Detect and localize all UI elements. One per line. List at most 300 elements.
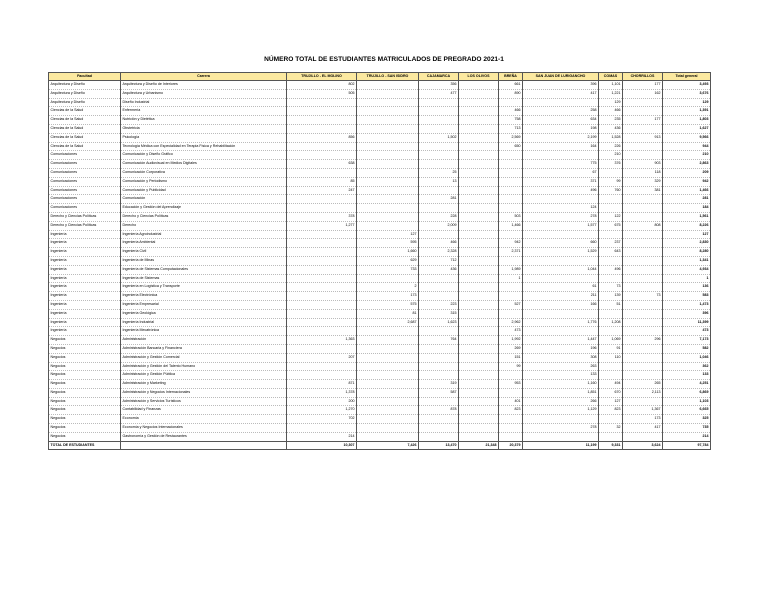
career-cell: Derecho xyxy=(121,221,287,230)
value-cell xyxy=(623,397,663,406)
value-cell xyxy=(287,124,357,133)
career-cell: Administración Bancaria y Financiera xyxy=(121,344,287,353)
value-cell: 32 xyxy=(599,424,623,433)
value-cell: 595 xyxy=(357,239,419,248)
value-cell: 378 xyxy=(287,212,357,221)
footer-total-cell: 7,426 xyxy=(357,441,419,450)
value-cell: 629 xyxy=(357,256,419,265)
table-header-row xyxy=(49,73,711,81)
value-cell: 81 xyxy=(357,309,419,318)
value-cell xyxy=(623,300,663,309)
value-cell xyxy=(287,283,357,292)
value-cell xyxy=(419,116,459,125)
value-cell: 228 xyxy=(419,212,459,221)
value-cell: 1,660 xyxy=(357,248,419,257)
value-cell: 1,208 xyxy=(599,318,623,327)
value-cell: 2,199 xyxy=(523,133,599,142)
value-cell xyxy=(357,371,419,380)
value-cell xyxy=(459,318,499,327)
value-cell xyxy=(499,230,523,239)
career-cell: Ingeniería Ambiental xyxy=(121,239,287,248)
value-cell xyxy=(287,265,357,274)
value-cell xyxy=(287,98,357,107)
career-cell: Administración y Gestión Comercial xyxy=(121,353,287,362)
value-cell: 823 xyxy=(499,406,523,415)
column-header: TRUJILLO - EL MOLINO xyxy=(287,73,357,81)
table-row xyxy=(49,89,711,98)
table-row xyxy=(49,318,711,327)
faculty-cell: Derecho y Ciencias Políticas xyxy=(49,212,121,221)
value-cell xyxy=(459,212,499,221)
value-cell xyxy=(523,195,599,204)
table-row xyxy=(49,362,711,371)
value-cell xyxy=(287,327,357,336)
faculty-cell: Comunicaciones xyxy=(49,186,121,195)
faculty-cell: Ciencias de la Salud xyxy=(49,133,121,142)
table-row xyxy=(49,380,711,389)
value-cell: 466 xyxy=(419,239,459,248)
value-cell: 758 xyxy=(499,116,523,125)
column-header: SAN JUAN DE LURIGANCHO xyxy=(523,73,599,81)
faculty-cell: Arquitectura y Diseño xyxy=(49,89,121,98)
total-cell: 473 xyxy=(663,327,711,336)
value-cell xyxy=(357,133,419,142)
value-cell xyxy=(459,177,499,186)
value-cell: 371 xyxy=(523,177,599,186)
value-cell: 417 xyxy=(623,424,663,433)
value-cell: 2,113 xyxy=(623,388,663,397)
faculty-cell: Ingeniería xyxy=(49,327,121,336)
value-cell xyxy=(459,256,499,265)
total-cell: 1,803 xyxy=(663,116,711,125)
value-cell: 278 xyxy=(523,424,599,433)
value-cell xyxy=(287,230,357,239)
value-cell xyxy=(419,124,459,133)
value-cell: 775 xyxy=(523,160,599,169)
value-cell xyxy=(623,353,663,362)
value-cell xyxy=(459,344,499,353)
career-cell: Ingeniería Industrial xyxy=(121,318,287,327)
table-row xyxy=(49,353,711,362)
value-cell xyxy=(419,107,459,116)
value-cell: 265 xyxy=(623,380,663,389)
value-cell xyxy=(599,274,623,283)
value-cell: 73 xyxy=(623,292,663,301)
footer-total-cell: 10,307 xyxy=(287,441,357,450)
total-cell: 1,466 xyxy=(663,186,711,195)
faculty-cell: Ingeniería xyxy=(49,318,121,327)
value-cell xyxy=(357,397,419,406)
value-cell: 2,569 xyxy=(499,133,523,142)
value-cell xyxy=(419,283,459,292)
value-cell: 2 xyxy=(357,283,419,292)
value-cell xyxy=(459,230,499,239)
value-cell xyxy=(459,151,499,160)
value-cell xyxy=(523,415,599,424)
value-cell: 162 xyxy=(623,89,663,98)
value-cell xyxy=(419,160,459,169)
column-header: CHORRILLOS xyxy=(623,73,663,81)
value-cell xyxy=(499,204,523,213)
value-cell: 61 xyxy=(523,283,599,292)
value-cell xyxy=(499,256,523,265)
value-cell: 903 xyxy=(623,160,663,169)
value-cell: 1,069 xyxy=(599,336,623,345)
value-cell xyxy=(357,204,419,213)
faculty-cell: Arquitectura y Diseño xyxy=(49,98,121,107)
faculty-cell: Ingeniería xyxy=(49,256,121,265)
total-cell: 9,566 xyxy=(663,133,711,142)
value-cell: 477 xyxy=(419,89,459,98)
faculty-cell: Comunicaciones xyxy=(49,151,121,160)
career-cell: Ingeniería de Sistemas Computacionales xyxy=(121,265,287,274)
value-cell: 466 xyxy=(599,107,623,116)
value-cell xyxy=(499,168,523,177)
career-cell: Ingeniería Electrónica xyxy=(121,292,287,301)
career-cell: Comunicación Corporativa xyxy=(121,168,287,177)
value-cell xyxy=(287,107,357,116)
value-cell xyxy=(523,309,599,318)
career-cell: Diseño Industrial xyxy=(121,98,287,107)
table-row xyxy=(49,133,711,142)
table-row xyxy=(49,292,711,301)
value-cell xyxy=(599,371,623,380)
table-row xyxy=(49,274,711,283)
value-cell xyxy=(357,177,419,186)
value-cell xyxy=(499,432,523,441)
career-cell: Ingeniería en Logística y Transporte xyxy=(121,283,287,292)
total-cell: 127 xyxy=(663,230,711,239)
value-cell xyxy=(287,371,357,380)
faculty-cell: Comunicaciones xyxy=(49,168,121,177)
value-cell: 2,687 xyxy=(357,318,419,327)
career-cell: Derecho y Ciencias Políticas xyxy=(121,212,287,221)
career-cell: Tecnología Médica con Especialidad en Terapia Física y Rehabilitación xyxy=(121,142,287,151)
value-cell xyxy=(459,160,499,169)
value-cell xyxy=(287,309,357,318)
value-cell: 802 xyxy=(287,81,357,90)
value-cell: 1,577 xyxy=(523,221,599,230)
faculty-cell: Ingeniería xyxy=(49,283,121,292)
value-cell: 953 xyxy=(499,380,523,389)
value-cell xyxy=(623,230,663,239)
value-cell xyxy=(523,256,599,265)
value-cell xyxy=(459,124,499,133)
value-cell xyxy=(523,98,599,107)
value-cell xyxy=(599,168,623,177)
value-cell xyxy=(287,142,357,151)
value-cell: 315 xyxy=(419,309,459,318)
career-cell: Obstetricia xyxy=(121,124,287,133)
value-cell: 1,623 xyxy=(419,318,459,327)
footer-total-cell xyxy=(121,441,287,450)
value-cell xyxy=(419,327,459,336)
total-cell: 1,103 xyxy=(663,397,711,406)
faculty-cell: Negocios xyxy=(49,380,121,389)
value-cell: 214 xyxy=(287,432,357,441)
value-cell: 473 xyxy=(499,327,523,336)
faculty-cell: Ingeniería xyxy=(49,239,121,248)
value-cell: 67 xyxy=(523,168,599,177)
value-cell xyxy=(287,151,357,160)
faculty-cell: Ciencias de la Salud xyxy=(49,116,121,125)
value-cell xyxy=(357,151,419,160)
value-cell xyxy=(623,265,663,274)
value-cell xyxy=(459,327,499,336)
footer-total-cell: 21,348 xyxy=(459,441,499,450)
value-cell xyxy=(287,248,357,257)
value-cell xyxy=(459,116,499,125)
value-cell: 878 xyxy=(419,406,459,415)
value-cell xyxy=(419,353,459,362)
value-cell xyxy=(287,168,357,177)
value-cell: 913 xyxy=(623,133,663,142)
value-cell xyxy=(499,195,523,204)
value-cell: 436 xyxy=(419,265,459,274)
value-cell: 1,466 xyxy=(499,221,523,230)
value-cell xyxy=(459,353,499,362)
value-cell xyxy=(623,256,663,265)
table-row xyxy=(49,248,711,257)
career-cell: Arquitectura y Urbanismo xyxy=(121,89,287,98)
value-cell: 91 xyxy=(599,344,623,353)
value-cell xyxy=(419,274,459,283)
total-cell: 942 xyxy=(663,177,711,186)
value-cell xyxy=(523,327,599,336)
value-cell xyxy=(623,124,663,133)
value-cell xyxy=(599,195,623,204)
value-cell xyxy=(287,239,357,248)
career-cell: Administración y Servicios Turísticos xyxy=(121,397,287,406)
value-cell xyxy=(287,424,357,433)
career-cell: Economía y Negocios Internacionales xyxy=(121,424,287,433)
career-cell: Comunicación y Periodismo xyxy=(121,177,287,186)
value-cell: 196 xyxy=(523,344,599,353)
total-cell: 281 xyxy=(663,195,711,204)
value-cell: 235 xyxy=(599,116,623,125)
value-cell xyxy=(459,107,499,116)
value-cell xyxy=(599,432,623,441)
value-cell: 1,363 xyxy=(287,336,357,345)
value-cell xyxy=(623,274,663,283)
value-cell: 1,529 xyxy=(523,248,599,257)
value-cell: 200 xyxy=(287,397,357,406)
value-cell xyxy=(357,116,419,125)
value-cell: 1,502 xyxy=(419,133,459,142)
value-cell: 226 xyxy=(599,142,623,151)
career-cell: Comunicación y Diseño Gráfico xyxy=(121,151,287,160)
value-cell xyxy=(357,124,419,133)
total-cell: 214 xyxy=(663,432,711,441)
value-cell: 575 xyxy=(357,300,419,309)
faculty-cell: Comunicaciones xyxy=(49,204,121,213)
table-row xyxy=(49,116,711,125)
career-cell: Administración y Gestión del Talento Humano xyxy=(121,362,287,371)
value-cell xyxy=(419,397,459,406)
total-cell: 6,869 xyxy=(663,388,711,397)
value-cell: 638 xyxy=(287,160,357,169)
value-cell xyxy=(623,142,663,151)
table-row xyxy=(49,265,711,274)
faculty-cell: Derecho y Ciencias Políticas xyxy=(49,221,121,230)
value-cell: 1,101 xyxy=(599,81,623,90)
value-cell xyxy=(357,142,419,151)
value-cell: 166 xyxy=(523,300,599,309)
value-cell xyxy=(357,89,419,98)
value-cell xyxy=(623,107,663,116)
table-row xyxy=(49,397,711,406)
value-cell xyxy=(599,204,623,213)
value-cell xyxy=(623,309,663,318)
column-header: Facultad xyxy=(49,73,121,81)
faculty-cell: Negocios xyxy=(49,371,121,380)
value-cell: 263 xyxy=(523,362,599,371)
value-cell: 296 xyxy=(623,336,663,345)
value-cell xyxy=(459,432,499,441)
value-cell: 1,129 xyxy=(523,406,599,415)
career-cell: Ingeniería de Sistemas xyxy=(121,274,287,283)
faculty-cell: Ingeniería xyxy=(49,248,121,257)
value-cell: 308 xyxy=(523,353,599,362)
faculty-cell: Ciencias de la Salud xyxy=(49,142,121,151)
value-cell: 733 xyxy=(357,265,419,274)
table-row xyxy=(49,406,711,415)
total-cell: 11,399 xyxy=(663,318,711,327)
total-cell: 184 xyxy=(663,204,711,213)
value-cell: 1,851 xyxy=(523,388,599,397)
value-cell: 494 xyxy=(599,380,623,389)
value-cell xyxy=(623,362,663,371)
value-cell xyxy=(459,309,499,318)
value-cell xyxy=(459,81,499,90)
value-cell: 713 xyxy=(499,124,523,133)
value-cell xyxy=(419,151,459,160)
value-cell xyxy=(357,362,419,371)
table-row xyxy=(49,239,711,248)
value-cell xyxy=(499,424,523,433)
value-cell: 1,277 xyxy=(287,221,357,230)
value-cell xyxy=(499,388,523,397)
career-cell: Ingeniería Geológica xyxy=(121,309,287,318)
value-cell xyxy=(419,186,459,195)
table-row xyxy=(49,124,711,133)
value-cell xyxy=(357,186,419,195)
career-cell: Comunicación y Publicidad xyxy=(121,186,287,195)
faculty-cell: Negocios xyxy=(49,424,121,433)
footer-total-cell: 3,624 xyxy=(623,441,663,450)
value-cell xyxy=(523,432,599,441)
value-cell: 210 xyxy=(599,151,623,160)
total-cell: 210 xyxy=(663,151,711,160)
value-cell: 2,328 xyxy=(419,248,459,257)
total-cell: 7,173 xyxy=(663,336,711,345)
faculty-cell: Negocios xyxy=(49,432,121,441)
career-cell: Ingeniería Empresarial xyxy=(121,300,287,309)
value-cell: 211 xyxy=(523,292,599,301)
total-cell: 3,493 xyxy=(663,81,711,90)
total-cell: 2,863 xyxy=(663,160,711,169)
value-cell: 2,371 xyxy=(499,248,523,257)
total-cell: 582 xyxy=(663,344,711,353)
value-cell xyxy=(459,424,499,433)
value-cell xyxy=(459,142,499,151)
value-cell xyxy=(459,195,499,204)
table-row xyxy=(49,309,711,318)
value-cell: 122 xyxy=(599,212,623,221)
career-cell: Gastronomía y Gestión de Restaurantes xyxy=(121,432,287,441)
table-row xyxy=(49,212,711,221)
career-cell: Educación y Gestión del Aprendizaje xyxy=(121,204,287,213)
report-title: NÚMERO TOTAL DE ESTUDIANTES MATRICULADOS DE PREGRADO 2021-1 xyxy=(264,56,504,63)
value-cell xyxy=(599,327,623,336)
value-cell: 890 xyxy=(499,89,523,98)
value-cell: 661 xyxy=(499,81,523,90)
value-cell: 505 xyxy=(287,89,357,98)
value-cell xyxy=(523,151,599,160)
value-cell xyxy=(459,186,499,195)
faculty-cell: Comunicaciones xyxy=(49,177,121,186)
value-cell: 660 xyxy=(523,239,599,248)
value-cell: 356 xyxy=(419,81,459,90)
total-cell: 1,627 xyxy=(663,124,711,133)
total-cell: 209 xyxy=(663,168,711,177)
value-cell: 281 xyxy=(419,195,459,204)
value-cell: 177 xyxy=(623,116,663,125)
career-cell: Arquitectura y Diseño de Interiores xyxy=(121,81,287,90)
faculty-cell: Ciencias de la Salud xyxy=(49,124,121,133)
value-cell: 247 xyxy=(287,186,357,195)
value-cell: 1,776 xyxy=(523,318,599,327)
value-cell: 702 xyxy=(287,415,357,424)
value-cell: 396 xyxy=(523,81,599,90)
table-row xyxy=(49,230,711,239)
value-cell xyxy=(459,380,499,389)
career-cell: Administración y Marketing xyxy=(121,380,287,389)
value-cell: 278 xyxy=(523,212,599,221)
faculty-cell: Negocios xyxy=(49,362,121,371)
value-cell xyxy=(357,221,419,230)
value-cell xyxy=(459,371,499,380)
value-cell xyxy=(599,362,623,371)
value-cell xyxy=(599,230,623,239)
value-cell: 258 xyxy=(523,107,599,116)
value-cell xyxy=(623,204,663,213)
value-cell: 1,528 xyxy=(599,133,623,142)
value-cell xyxy=(287,292,357,301)
value-cell: 266 xyxy=(523,397,599,406)
footer-total-cell: 13,470 xyxy=(419,441,459,450)
career-cell: Economía xyxy=(121,415,287,424)
faculty-cell: Negocios xyxy=(49,406,121,415)
value-cell: 1,378 xyxy=(287,388,357,397)
value-cell xyxy=(499,371,523,380)
career-cell: Contabilidad y Finanzas xyxy=(121,406,287,415)
table-row xyxy=(49,415,711,424)
value-cell xyxy=(623,371,663,380)
value-cell xyxy=(357,406,419,415)
total-cell: 1,561 xyxy=(663,212,711,221)
value-cell: 1,270 xyxy=(287,406,357,415)
faculty-cell: Negocios xyxy=(49,397,121,406)
career-cell: Enfermería xyxy=(121,107,287,116)
table-row xyxy=(49,344,711,353)
value-cell xyxy=(623,151,663,160)
value-cell xyxy=(419,424,459,433)
value-cell xyxy=(419,204,459,213)
faculty-cell: Ingeniería xyxy=(49,230,121,239)
value-cell: 670 xyxy=(599,388,623,397)
value-cell xyxy=(623,195,663,204)
